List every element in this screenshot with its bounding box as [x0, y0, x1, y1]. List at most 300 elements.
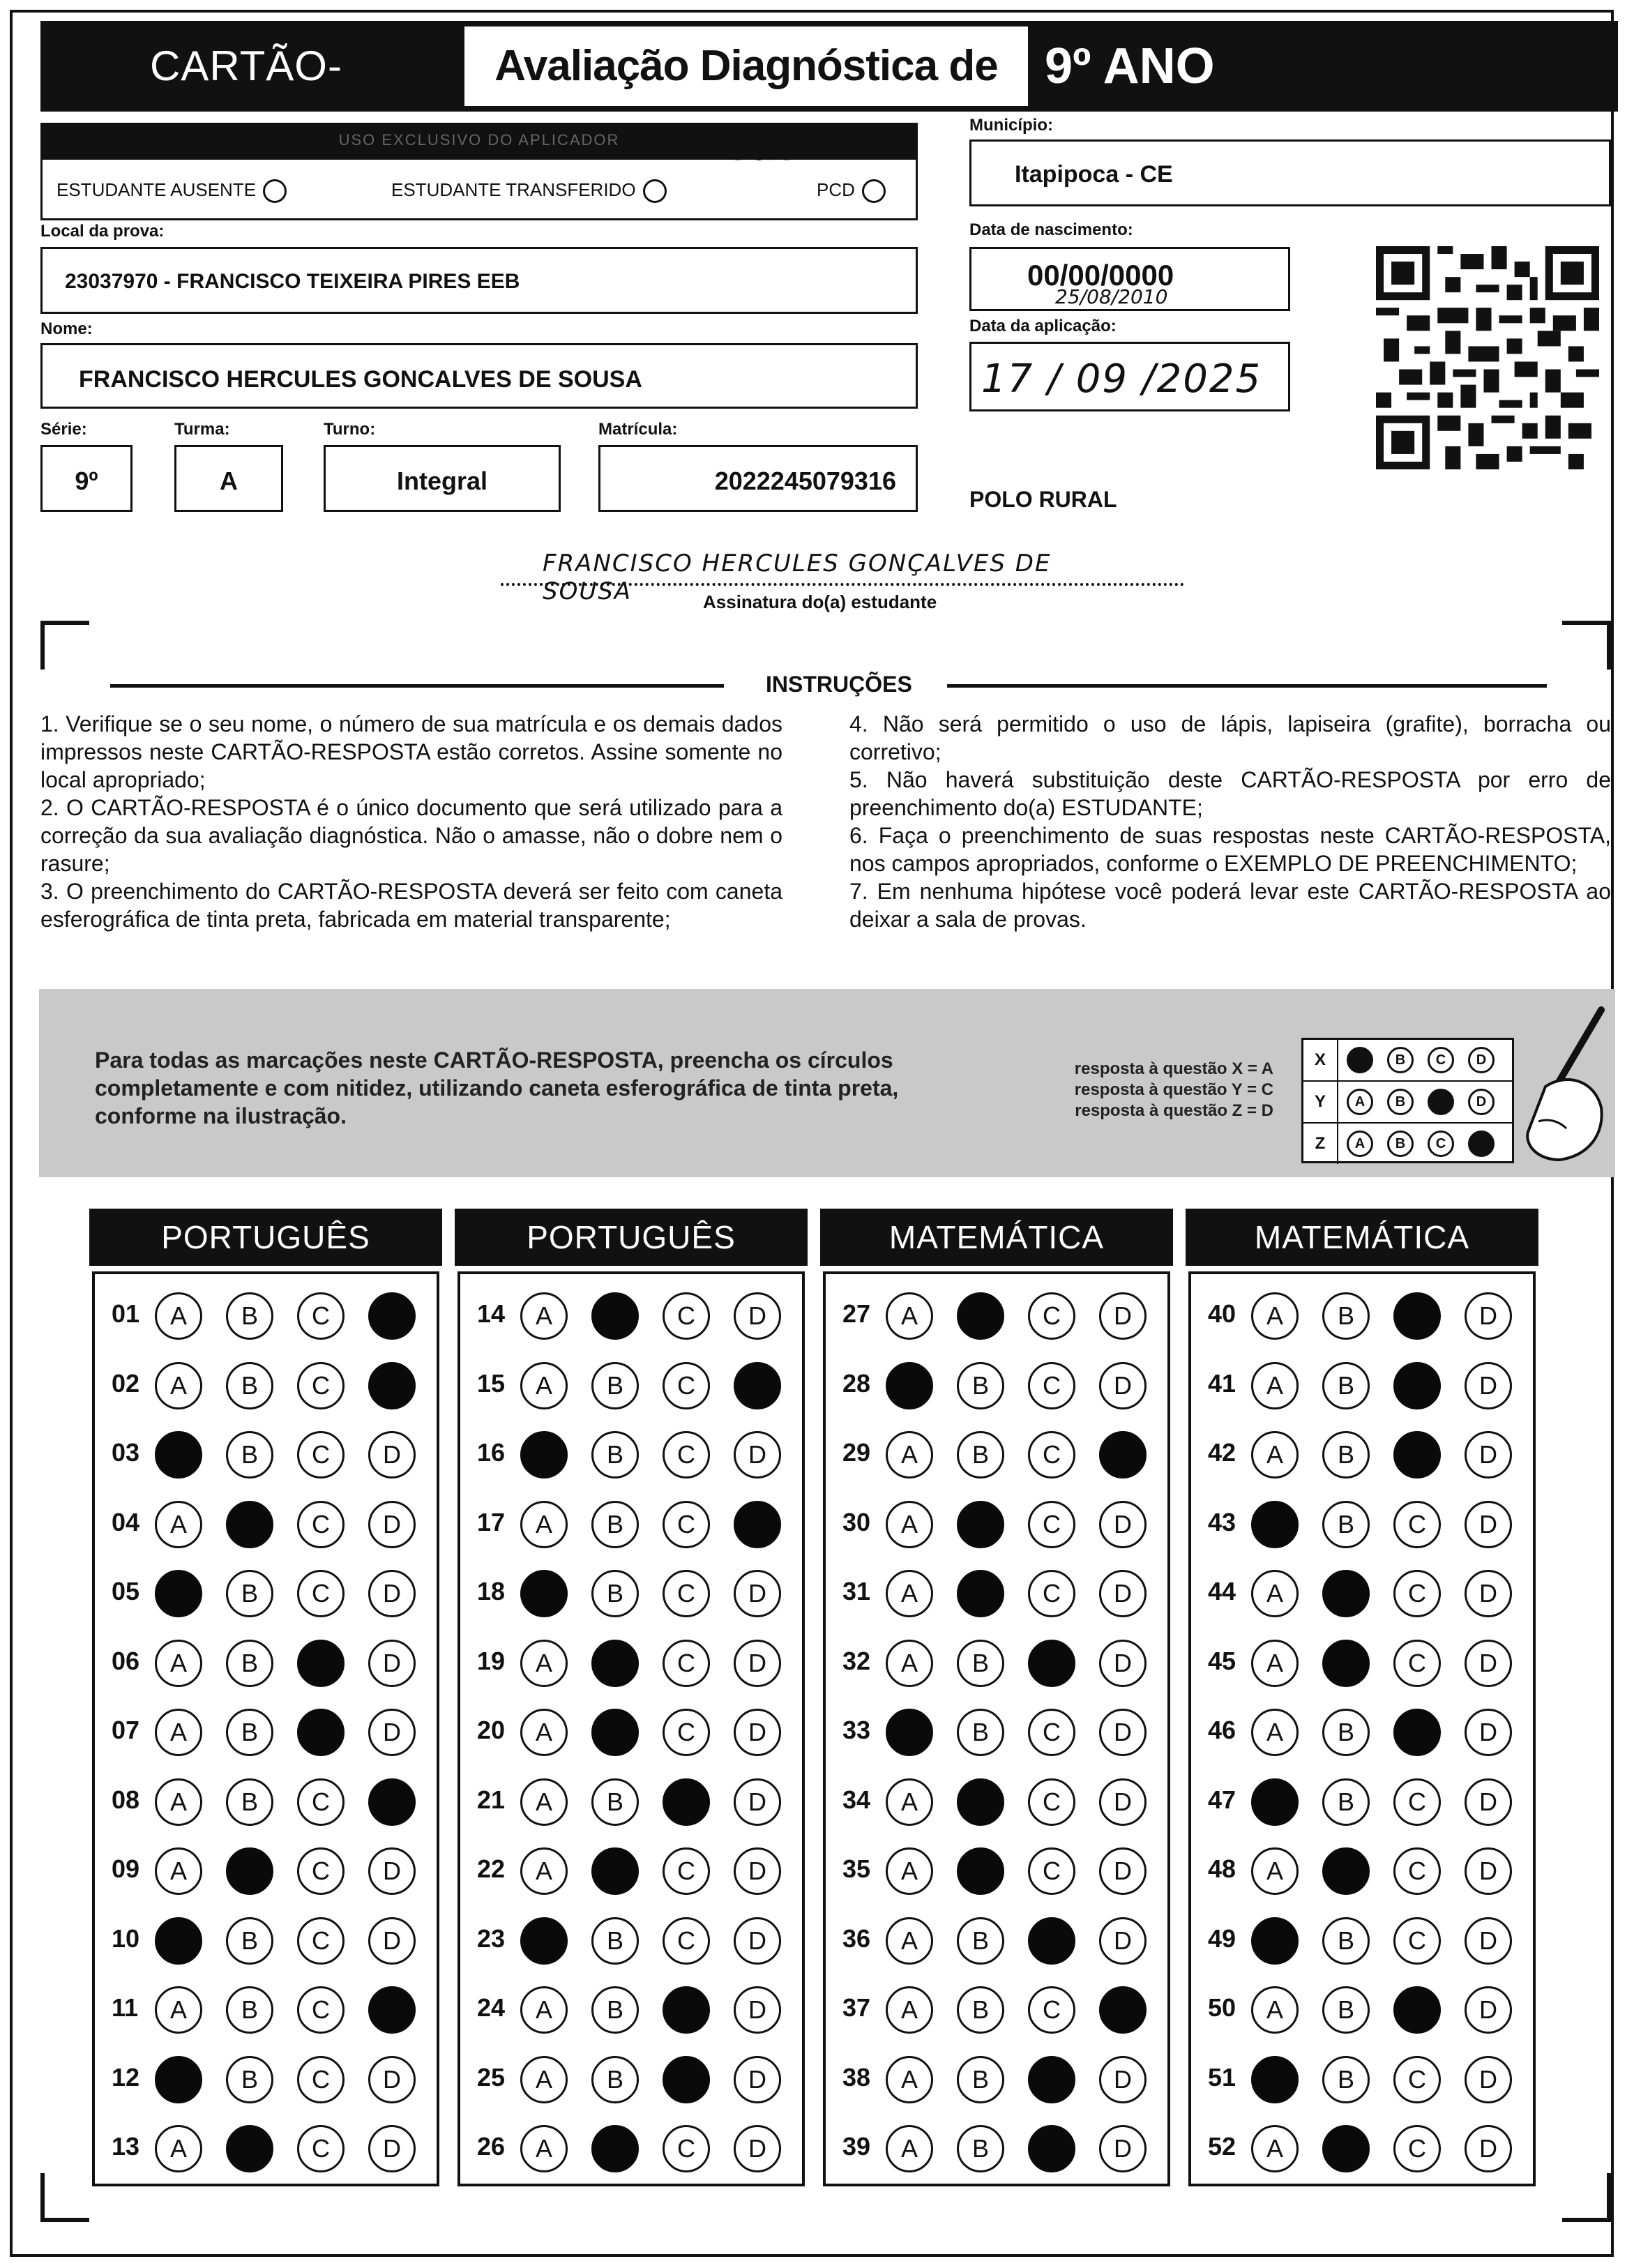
turno-label: Turno: [324, 420, 376, 439]
answer-bubble-d[interactable]: D [368, 2125, 416, 2172]
answer-bubble-c[interactable]: C [1028, 1431, 1075, 1479]
answer-bubble-b[interactable]: B [957, 1917, 1004, 1965]
answer-bubble-b[interactable]: B [1322, 1292, 1370, 1340]
question-number: 51 [1208, 2062, 1236, 2092]
answer-bubble-c[interactable]: C [1393, 1847, 1441, 1895]
answer-bubble-b[interactable]: B [1322, 1847, 1370, 1895]
answer-bubble-d[interactable]: D [734, 2125, 781, 2172]
answer-bubble-b[interactable]: B [591, 1292, 639, 1340]
answer-bubble-b[interactable]: B [226, 1917, 273, 1965]
answer-bubble-a[interactable]: A [520, 2125, 568, 2172]
question-number: 33 [842, 1716, 871, 1744]
answer-bubble-a[interactable]: A [155, 1570, 202, 1617]
answer-bubble-b[interactable]: B [1322, 2125, 1370, 2172]
answer-bubble-b[interactable]: B [1322, 1778, 1370, 1826]
answer-bubble-c[interactable]: C [1393, 1501, 1441, 1548]
answer-bubble-c[interactable]: C [663, 1362, 710, 1409]
answer-bubble-d[interactable]: D [1465, 1431, 1512, 1479]
answer-bubble-c[interactable]: C [663, 1431, 710, 1479]
answer-bubble-a[interactable]: A [155, 1986, 202, 2034]
answer-bubble-a[interactable]: A [520, 1292, 568, 1340]
answer-bubble-d[interactable]: D [1465, 1362, 1512, 1409]
answer-bubble-a[interactable]: A [886, 2056, 933, 2103]
answer-bubble-b[interactable]: B [226, 1501, 273, 1548]
question-row [1208, 1564, 1522, 1620]
answer-bubble-b[interactable]: B [957, 1501, 1004, 1548]
answer-bubble-b[interactable]: B [1322, 1709, 1370, 1756]
example-bubble-c: C [1428, 1131, 1454, 1157]
instructions-title: INSTRUÇÕES [766, 672, 912, 697]
question-row [842, 1842, 1156, 1898]
answer-bubble-b[interactable]: B [591, 1501, 639, 1548]
answer-bubble-d[interactable]: D [734, 1778, 781, 1826]
answer-bubble-b[interactable]: B [1322, 2056, 1370, 2103]
question-number: 42 [1208, 1438, 1236, 1467]
answer-bubble-b[interactable]: B [226, 1986, 273, 2034]
example-bubble-b: B [1387, 1047, 1414, 1073]
answer-bubble-b[interactable]: B [591, 1709, 639, 1756]
answer-bubble-b[interactable]: B [226, 1640, 273, 1687]
absent-bubble[interactable] [263, 179, 287, 203]
turma-value: A [220, 467, 238, 495]
answer-bubble-b[interactable]: B [226, 1778, 273, 1826]
answer-bubble-c[interactable]: C [297, 1501, 345, 1548]
question-number: 14 [477, 1299, 506, 1328]
answer-bubble-a[interactable]: A [155, 1362, 202, 1409]
answer-bubble-c[interactable]: C [297, 1640, 345, 1687]
answer-bubble-c[interactable]: C [297, 1431, 345, 1479]
question-number: 28 [842, 1368, 871, 1398]
answer-bubble-b[interactable]: B [1322, 1570, 1370, 1617]
answer-bubble-a[interactable]: A [155, 2056, 202, 2103]
answer-bubble-a[interactable]: A [155, 1640, 202, 1687]
question-row [1208, 1703, 1522, 1759]
matricula-value: 2022245079316 [714, 467, 896, 495]
question-row [842, 1773, 1156, 1829]
answer-bubble-d[interactable]: D [734, 1501, 781, 1548]
answer-bubble-d[interactable]: D [734, 1570, 781, 1617]
turma-label: Turma: [174, 420, 230, 439]
answer-bubble-d[interactable]: D [734, 1362, 781, 1409]
birth-value: 00/00/0000 [1027, 259, 1174, 292]
question-row [477, 1912, 791, 1967]
question-row [842, 1981, 1156, 2036]
answer-bubble-c[interactable]: C [1028, 2125, 1075, 2172]
answer-bubble-c[interactable]: C [297, 1917, 345, 1965]
answer-bubble-c[interactable]: C [297, 1986, 345, 2034]
answer-bubble-b[interactable]: B [226, 1847, 273, 1895]
answer-bubble-a[interactable]: A [886, 1986, 933, 2034]
answer-bubble-b[interactable]: B [591, 2056, 639, 2103]
answer-bubble-d[interactable]: D [1099, 1778, 1147, 1826]
answer-bubble-a[interactable]: A [520, 1640, 568, 1687]
answer-bubble-d[interactable]: D [1465, 1986, 1512, 2034]
answer-bubble-d[interactable]: D [368, 1570, 416, 1617]
answer-bubble-d[interactable]: D [1465, 1917, 1512, 1965]
answer-bubble-c[interactable]: C [663, 1778, 710, 1826]
answer-bubble-b[interactable]: B [1322, 1986, 1370, 2034]
answer-bubble-c[interactable]: C [297, 1709, 345, 1756]
answer-bubble-c[interactable]: C [1393, 1917, 1441, 1965]
question-row [1208, 2119, 1522, 2175]
answer-bubble-c[interactable]: C [663, 2125, 710, 2172]
answer-bubble-d[interactable]: D [1465, 1847, 1512, 1895]
answer-bubble-b[interactable]: B [1322, 1431, 1370, 1479]
answer-bubble-b[interactable]: B [957, 1640, 1004, 1687]
answer-bubble-a[interactable]: A [886, 1501, 933, 1548]
question-number: 17 [477, 1507, 506, 1536]
answer-bubble-c[interactable]: C [1393, 1570, 1441, 1617]
answer-bubble-c[interactable]: C [297, 1362, 345, 1409]
corner-mark-top-left [40, 621, 89, 670]
serie-label: Série: [40, 420, 87, 439]
answer-bubble-c[interactable]: C [297, 1292, 345, 1340]
answer-bubble-a[interactable]: A [155, 1501, 202, 1548]
corner-mark-top-right [1562, 621, 1611, 670]
answer-bubble-c[interactable]: C [1393, 1778, 1441, 1826]
pcd-bubble[interactable] [862, 179, 886, 203]
question-number: 34 [842, 1785, 871, 1814]
answer-bubble-b[interactable]: B [957, 1778, 1004, 1826]
answer-bubble-a[interactable]: A [1251, 1292, 1299, 1340]
answer-bubble-c[interactable]: C [1393, 1640, 1441, 1687]
answer-bubble-b[interactable]: B [226, 2125, 273, 2172]
question-row [112, 2119, 425, 2175]
answer-bubble-d[interactable]: D [1099, 2056, 1147, 2103]
answer-bubble-d[interactable]: D [1099, 1362, 1147, 1409]
answer-bubble-c[interactable]: C [1393, 1362, 1441, 1409]
answer-bubble-d[interactable]: D [1465, 1640, 1512, 1687]
answer-bubble-a[interactable]: A [520, 1431, 568, 1479]
nome-label: Nome: [40, 319, 93, 338]
answer-bubble-d[interactable]: D [1099, 1917, 1147, 1965]
answer-bubble-b[interactable]: B [957, 1986, 1004, 2034]
answer-bubble-c[interactable]: C [1028, 2056, 1075, 2103]
question-row [842, 2119, 1156, 2175]
question-row [842, 1703, 1156, 1759]
question-number: 50 [1208, 1993, 1236, 2022]
instruction-item: 2. O CARTÃO-RESPOSTA é o único documento que será utilizado para a correção da sua avaliação diagnóstica. Não o amasse, não o dobre nem o rasure; [40, 795, 782, 876]
answer-bubble-c[interactable]: C [1028, 1640, 1075, 1687]
answer-bubble-a[interactable]: A [886, 1709, 933, 1756]
answer-bubble-c[interactable]: C [1028, 1362, 1075, 1409]
answer-bubble-c[interactable]: C [663, 1847, 710, 1895]
answer-bubble-c[interactable]: C [297, 1778, 345, 1826]
question-row [842, 1912, 1156, 1967]
question-row [842, 1634, 1156, 1690]
question-number: 37 [842, 1993, 871, 2022]
answer-bubble-a[interactable]: A [1251, 1778, 1299, 1826]
answer-bubble-d[interactable]: D [1099, 1431, 1147, 1479]
answer-bubble-d[interactable]: D [1465, 2125, 1512, 2172]
birth-box [969, 247, 1290, 311]
answer-bubble-d[interactable]: D [368, 1362, 416, 1409]
answer-bubble-a[interactable]: A [155, 1917, 202, 1965]
answer-bubble-d[interactable]: D [734, 1431, 781, 1479]
question-number: 22 [477, 1854, 506, 1883]
question-number: 05 [112, 1577, 140, 1605]
answer-bubble-d[interactable]: D [1465, 2056, 1512, 2103]
hand-with-pen-icon [1518, 1003, 1608, 1163]
answer-bubble-c[interactable]: C [663, 1986, 710, 2034]
answer-bubble-c[interactable]: C [663, 1640, 710, 1687]
question-row [477, 2119, 791, 2175]
answer-bubble-a[interactable]: A [1251, 1501, 1299, 1548]
answer-bubble-b[interactable]: B [957, 2056, 1004, 2103]
birth-label: Data de nascimento: [969, 220, 1133, 239]
answer-bubble-b[interactable]: B [226, 1431, 273, 1479]
question-number: 48 [1208, 1854, 1236, 1883]
answer-bubble-c[interactable]: C [663, 1917, 710, 1965]
transferred-bubble[interactable] [643, 179, 667, 203]
answer-bubble-d[interactable]: D [1099, 1847, 1147, 1895]
answer-bubble-b[interactable]: B [226, 1709, 273, 1756]
answer-bubble-d[interactable]: D [734, 1292, 781, 1340]
answer-bubble-c[interactable]: C [663, 2056, 710, 2103]
question-row [1208, 1842, 1522, 1898]
answer-bubble-d[interactable]: D [1465, 1292, 1512, 1340]
question-row [477, 2050, 791, 2106]
answer-bubble-a[interactable]: A [1251, 1362, 1299, 1409]
municipio-box [969, 139, 1611, 206]
example-row [1303, 1082, 1513, 1124]
answer-bubble-c[interactable]: C [297, 1847, 345, 1895]
answer-bubble-a[interactable]: A [520, 1501, 568, 1548]
transferred-option[interactable] [391, 179, 667, 203]
matricula-label: Matrícula: [598, 420, 678, 439]
serie-box [40, 445, 133, 512]
answer-bubble-d[interactable]: D [1465, 1570, 1512, 1617]
answer-bubble-a[interactable]: A [1251, 1640, 1299, 1687]
answer-bubble-b[interactable]: B [591, 1431, 639, 1479]
answer-bubble-b[interactable]: B [957, 1431, 1004, 1479]
answer-bubble-b[interactable]: B [226, 1292, 273, 1340]
local-label: Local da prova: [40, 222, 165, 241]
answer-bubble-a[interactable]: A [886, 1640, 933, 1687]
answer-bubble-c[interactable]: C [663, 1292, 710, 1340]
answer-bubble-b[interactable]: B [1322, 1501, 1370, 1548]
answer-bubble-c[interactable]: C [1028, 1501, 1075, 1548]
answer-bubble-d[interactable]: D [368, 1431, 416, 1479]
absent-label: ESTUDANTE AUSENTE [56, 179, 257, 200]
answer-bubble-c[interactable]: C [1028, 1570, 1075, 1617]
transferred-label: ESTUDANTE TRANSFERIDO [391, 179, 636, 200]
answer-bubble-a[interactable]: A [520, 2056, 568, 2103]
answer-bubble-d[interactable]: D [734, 2056, 781, 2103]
answer-bubble-c[interactable]: C [1393, 1431, 1441, 1479]
answer-bubble-c[interactable]: C [1028, 1986, 1075, 2034]
answer-bubble-a[interactable]: A [1251, 1431, 1299, 1479]
absent-option[interactable] [56, 179, 287, 203]
answer-bubble-c[interactable]: C [1028, 1847, 1075, 1895]
answer-bubble-a[interactable]: A [886, 1431, 933, 1479]
answer-bubble-b[interactable]: B [591, 1570, 639, 1617]
answer-bubble-d[interactable]: D [734, 1847, 781, 1895]
answer-bubble-c[interactable]: C [663, 1501, 710, 1548]
birth-handwritten: 25/08/2010 [1055, 285, 1168, 308]
answer-bubble-b[interactable]: B [957, 2125, 1004, 2172]
answer-bubble-b[interactable]: B [1322, 1640, 1370, 1687]
answer-bubble-a[interactable]: A [155, 2125, 202, 2172]
answer-bubble-a[interactable]: A [520, 1986, 568, 2034]
sheet-title: CARTÃO- [150, 43, 342, 89]
answer-bubble-a[interactable]: A [1251, 1709, 1299, 1756]
answer-bubble-b[interactable]: B [957, 1709, 1004, 1756]
answer-bubble-a[interactable]: A [886, 1362, 933, 1409]
answer-bubble-a[interactable]: A [520, 1362, 568, 1409]
answer-bubble-a[interactable]: A [886, 1570, 933, 1617]
answer-bubble-a[interactable]: A [520, 1709, 568, 1756]
answer-bubble-b[interactable]: B [591, 1986, 639, 2034]
question-row [477, 1564, 791, 1620]
answer-bubble-d[interactable]: D [734, 1709, 781, 1756]
answer-bubble-c[interactable]: C [1393, 2056, 1441, 2103]
answer-bubble-a[interactable]: A [520, 1847, 568, 1895]
answer-bubble-c[interactable]: C [1028, 1778, 1075, 1826]
qr-code-icon [1376, 246, 1599, 469]
answer-bubble-c[interactable]: C [1028, 1292, 1075, 1340]
answer-bubble-d[interactable]: D [1099, 1640, 1147, 1687]
answer-bubble-b[interactable]: B [591, 1362, 639, 1409]
rule [947, 684, 1547, 688]
instructions-right [849, 710, 1611, 933]
answer-bubble-a[interactable]: A [520, 1917, 568, 1965]
answer-bubble-a[interactable]: A [155, 1431, 202, 1479]
answer-bubble-c[interactable]: C [1393, 2125, 1441, 2172]
question-number: 39 [842, 2132, 871, 2161]
answer-bubble-c[interactable]: C [1393, 1709, 1441, 1756]
question-number: 11 [112, 1993, 139, 2022]
answer-bubble-a[interactable]: A [886, 1847, 933, 1895]
answer-bubble-a[interactable]: A [520, 1778, 568, 1826]
pcd-label: PCD [817, 179, 855, 200]
question-row [842, 1495, 1156, 1551]
instructions-heading [110, 672, 1547, 700]
answer-bubble-b[interactable]: B [957, 1570, 1004, 1617]
answer-bubble-b[interactable]: B [591, 1847, 639, 1895]
answer-bubble-c[interactable]: C [663, 1709, 710, 1756]
answer-bubble-d[interactable]: D [1099, 1986, 1147, 2034]
question-row [477, 1426, 791, 1481]
question-number: 46 [1208, 1716, 1236, 1744]
question-number: 08 [112, 1785, 140, 1814]
question-row [1208, 1287, 1522, 1343]
answer-bubble-d[interactable]: D [368, 1986, 416, 2034]
answer-sheet [10, 10, 1614, 2257]
answer-bubble-d[interactable]: D [368, 1778, 416, 1826]
answer-bubble-b[interactable]: B [957, 1292, 1004, 1340]
question-row [112, 1495, 425, 1551]
answer-bubble-c[interactable]: C [1393, 1292, 1441, 1340]
answer-bubble-d[interactable]: D [368, 1501, 416, 1548]
answer-bubble-d[interactable]: D [1099, 1501, 1147, 1548]
question-row [477, 1703, 791, 1759]
question-row [842, 1564, 1156, 1620]
answer-bubble-c[interactable]: C [297, 1570, 345, 1617]
answer-bubble-b[interactable]: B [1322, 1362, 1370, 1409]
answer-bubble-d[interactable]: D [368, 1917, 416, 1965]
instructions-left [40, 710, 782, 933]
question-number: 06 [112, 1646, 140, 1675]
example-question-key: Y [1303, 1082, 1338, 1122]
section-title: MATEMÁTICA [820, 1209, 1173, 1266]
answer-bubble-c[interactable]: C [297, 2125, 345, 2172]
answer-bubble-a[interactable]: A [155, 1292, 202, 1340]
answer-bubble-d[interactable]: D [368, 1847, 416, 1895]
pcd-option[interactable] [817, 179, 886, 203]
question-row [1208, 1495, 1522, 1551]
question-number: 30 [842, 1507, 871, 1536]
answer-bubble-b[interactable]: B [957, 1847, 1004, 1895]
answer-bubble-d[interactable]: D [1465, 1778, 1512, 1826]
answer-bubble-b[interactable]: B [226, 2056, 273, 2103]
answer-bubble-b[interactable]: B [226, 1362, 273, 1409]
answer-bubble-d[interactable]: D [734, 1640, 781, 1687]
answer-bubble-a[interactable]: A [155, 1847, 202, 1895]
answer-bubble-d[interactable]: D [1099, 1709, 1147, 1756]
answer-bubble-d[interactable]: D [734, 1986, 781, 2034]
answer-bubble-c[interactable]: C [1393, 1986, 1441, 2034]
answer-bubble-d[interactable]: D [368, 1709, 416, 1756]
question-row [477, 1773, 791, 1829]
answer-bubble-d[interactable]: D [1099, 2125, 1147, 2172]
answer-bubble-b[interactable]: B [226, 1570, 273, 1617]
answer-bubble-b[interactable]: B [591, 2125, 639, 2172]
example-bubble-c [1428, 1089, 1454, 1115]
answer-bubble-c[interactable]: C [663, 1570, 710, 1617]
answer-bubble-b[interactable]: B [591, 1917, 639, 1965]
answer-bubble-a[interactable]: A [155, 1709, 202, 1756]
answer-bubble-a[interactable]: A [886, 1292, 933, 1340]
question-row [842, 1426, 1156, 1481]
fill-example-legend [1043, 1059, 1273, 1121]
rule [110, 684, 724, 688]
question-number: 47 [1208, 1785, 1236, 1814]
answer-bubble-a[interactable]: A [1251, 2125, 1299, 2172]
answer-bubble-d[interactable]: D [368, 1292, 416, 1340]
answer-bubble-a[interactable]: A [886, 2125, 933, 2172]
answer-bubble-d[interactable]: D [1465, 1709, 1512, 1756]
answer-bubble-b[interactable]: B [591, 1778, 639, 1826]
signature-line [501, 583, 1184, 586]
answer-bubble-c[interactable]: C [1028, 1709, 1075, 1756]
answer-bubble-d[interactable]: D [1465, 1501, 1512, 1548]
answer-bubble-c[interactable]: C [297, 2056, 345, 2103]
answer-bubble-d[interactable]: D [1099, 1570, 1147, 1617]
answer-bubble-a[interactable]: A [1251, 1847, 1299, 1895]
answer-bubble-a[interactable]: A [155, 1778, 202, 1826]
example-bubble-c: C [1428, 1047, 1454, 1073]
answer-bubble-d[interactable]: D [734, 1917, 781, 1965]
answer-bubble-b[interactable]: B [1322, 1917, 1370, 1965]
header-bar [40, 21, 1618, 112]
answer-bubble-a[interactable]: A [886, 1917, 933, 1965]
answer-bubble-d[interactable]: D [368, 1640, 416, 1687]
answer-bubble-b[interactable]: B [591, 1640, 639, 1687]
answer-bubble-a[interactable]: A [1251, 2056, 1299, 2103]
question-number: 24 [477, 1993, 506, 2022]
answer-bubble-a[interactable]: A [1251, 1570, 1299, 1617]
answer-bubble-a[interactable]: A [886, 1778, 933, 1826]
answer-bubble-d[interactable]: D [1099, 1292, 1147, 1340]
answer-bubble-c[interactable]: C [1028, 1917, 1075, 1965]
answer-bubble-b[interactable]: B [957, 1362, 1004, 1409]
answer-bubble-a[interactable]: A [1251, 1986, 1299, 2034]
answer-bubble-a[interactable]: A [1251, 1917, 1299, 1965]
answer-bubble-d[interactable]: D [368, 2056, 416, 2103]
answer-bubble-a[interactable]: A [520, 1570, 568, 1617]
question-row [112, 1564, 425, 1620]
